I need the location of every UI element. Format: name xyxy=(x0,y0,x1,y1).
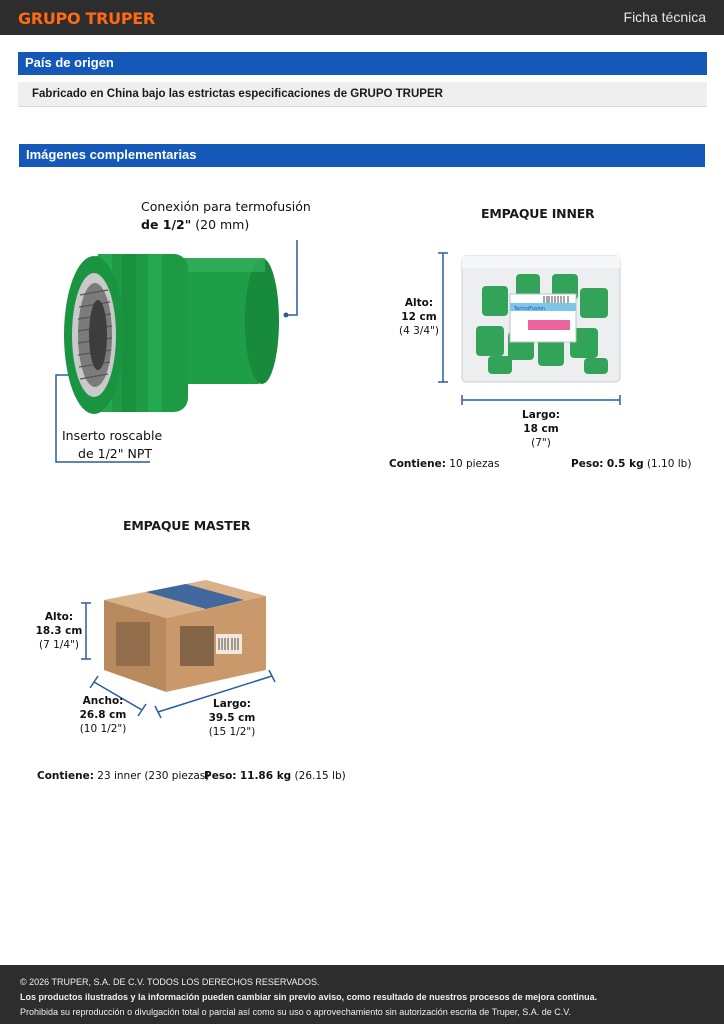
box-print xyxy=(180,626,214,666)
document-type: Ficha técnica xyxy=(623,9,706,25)
master-width-label: Ancho: 26.8 cm (10 1/2") xyxy=(79,695,127,735)
callout-top-text: Conexión para termofusión de 1/2" (20 mm) xyxy=(141,199,311,232)
disclaimer: Los productos ilustrados y la información pueden cambiar sin previo aviso, como resultado de nuestros procesos de mejora continua. xyxy=(20,992,598,1002)
fitting-rear-end xyxy=(245,258,279,384)
copyright: © 2026 TRUPER, S.A. DE C.V. TODOS LOS DERECHOS RESERVADOS. xyxy=(20,977,320,987)
master-length-label: Largo: 39.5 cm (15 1/2") xyxy=(208,698,256,738)
master-height-label: Alto: 18.3 cm (7 1/4") xyxy=(35,611,83,651)
inner-height-label: Alto: 12 cm (4 3/4") xyxy=(399,297,439,337)
inner-contents: Contiene: 10 piezas xyxy=(389,458,500,470)
brand-logo: GRUPO TRUPER xyxy=(18,9,155,28)
inner-length-label: Largo: 18 cm (7") xyxy=(522,409,560,449)
section-title-origin: País de origen xyxy=(18,52,707,75)
master-contents: Contiene: 23 inner (230 piezas) xyxy=(37,770,210,782)
inner-bag-image xyxy=(434,248,634,410)
section-title-images: Imágenes complementarias xyxy=(19,144,705,167)
master-weight: Peso: 11.86 kg (26.15 lb) xyxy=(204,770,346,782)
inner-title: EMPAQUE INNER xyxy=(481,206,595,221)
callout-dot-top xyxy=(284,313,289,318)
bag-brand-text: TermoFusion xyxy=(514,306,546,312)
bag-label xyxy=(510,294,576,342)
top-bar xyxy=(0,0,724,35)
master-title: EMPAQUE MASTER xyxy=(123,518,251,533)
inner-weight: Peso: 0.5 kg (1.10 lb) xyxy=(571,458,692,470)
callout-bottom-text: Inserto roscable de 1/2" NPT xyxy=(62,428,163,461)
footer xyxy=(0,965,724,1024)
legal-notice: Prohibida su reproducción o divulgación total o parcial así como su uso o aprovechamiento sin autorización escrita de Truper, S.A. de C.V. xyxy=(20,1007,571,1017)
origin-text: Fabricado en China bajo las estrictas especificaciones de GRUPO TRUPER xyxy=(18,82,707,107)
